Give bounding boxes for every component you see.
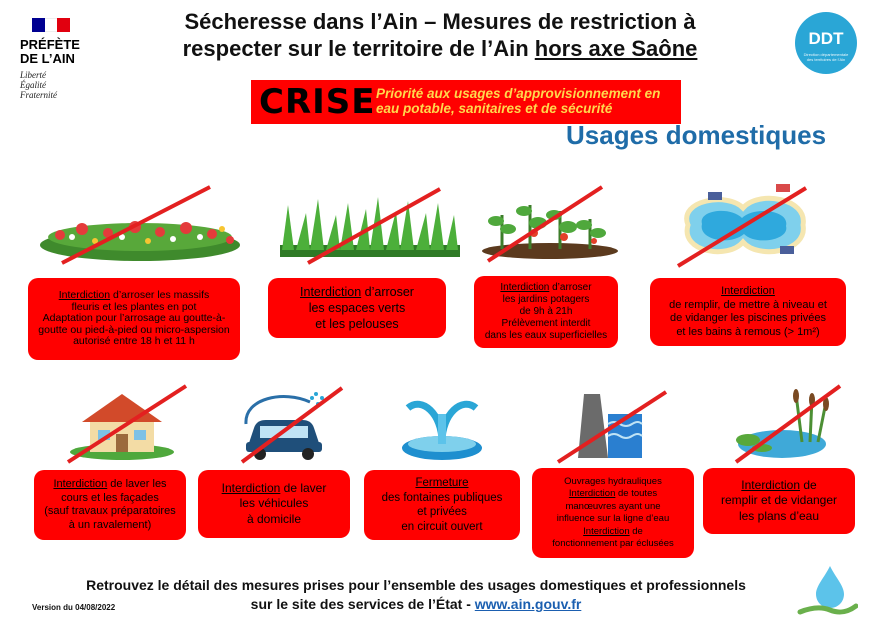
dam-hydraulic-icon (548, 384, 668, 464)
flower-bed-icon (40, 185, 240, 265)
prefecture-logo (20, 18, 110, 100)
crise-note: Priorité aux usages d’approvisionnement en eau potable, sanitaires et de sécurité (376, 86, 661, 116)
card-fontaines: Fermeture des fontaines publiques et privées en circuit ouvert (364, 470, 520, 540)
page-title: Sécheresse dans l’Ain – Mesures de restriction à respecter sur le territoire de l’Ain hors axe Saône (182, 9, 698, 61)
lawn-grass-icon (270, 185, 470, 265)
water-drop-hand-icon (796, 562, 858, 624)
logo-motto: Liberté Égalité Fraternité (20, 70, 57, 100)
card-piscines: Interdiction de remplir, de mettre à niveau et de vidanger les piscines privées et les bains à remous (> 1m²) (650, 278, 846, 346)
fountain-icon (392, 384, 492, 464)
crise-banner (251, 80, 681, 124)
pond-icon (732, 384, 842, 464)
car-wash-icon (224, 384, 344, 464)
logo-title: PRÉFÈTE DE L’AIN (20, 37, 80, 66)
tricolor-flag-icon (32, 18, 70, 32)
version-label: Version du 04/08/2022 (32, 603, 116, 612)
section-title: Usages domestiques (566, 120, 827, 150)
card-potagers: Interdiction d’arroser les jardins potagers de 9h à 21h Prélèvement interdit dans les eaux superficielles (474, 276, 618, 348)
footer-text: Retrouvez le détail des mesures prises pour l’ensemble des usages domestiques et professionnels sur le site des services de l’État - www.ain.gouv.fr (86, 577, 746, 612)
card-facades: Interdiction de laver les cours et les façades (sauf travaux préparatoires à un ravalement) (34, 470, 186, 540)
house-facade-icon (62, 384, 192, 464)
card-vehicules: Interdiction de laver les véhicules à domicile (198, 470, 350, 538)
card-pelouses: Interdiction d’arroser les espaces verts et les pelouses (268, 278, 446, 338)
vegetable-garden-icon (480, 185, 620, 265)
crise-label: CRISE (259, 82, 376, 122)
swimming-pool-icon (668, 180, 818, 270)
card-plans-eau: Interdiction de remplir et de vidanger les plans d’eau (703, 468, 855, 534)
title-underlined: hors axe Saône (534, 36, 698, 61)
website-link[interactable]: www.ain.gouv.fr (474, 596, 582, 612)
ddt-logo: DDT Direction départementale des territoires de l’Ain (795, 12, 857, 74)
card-massifs: Interdiction d’arroser les massifs fleuris et les plantes en pot Adaptation pour l’arrosage au goutte-à- goutte ou pied-à-pied ou micro-aspersion autorisé entre 18 h et 11 h (28, 278, 240, 360)
card-ouvrages: Ouvrages hydrauliques Interdiction de toutes manœuvres ayant une influence sur la ligne d’eau Interdiction de fonctionnement par éclusées (532, 468, 694, 558)
